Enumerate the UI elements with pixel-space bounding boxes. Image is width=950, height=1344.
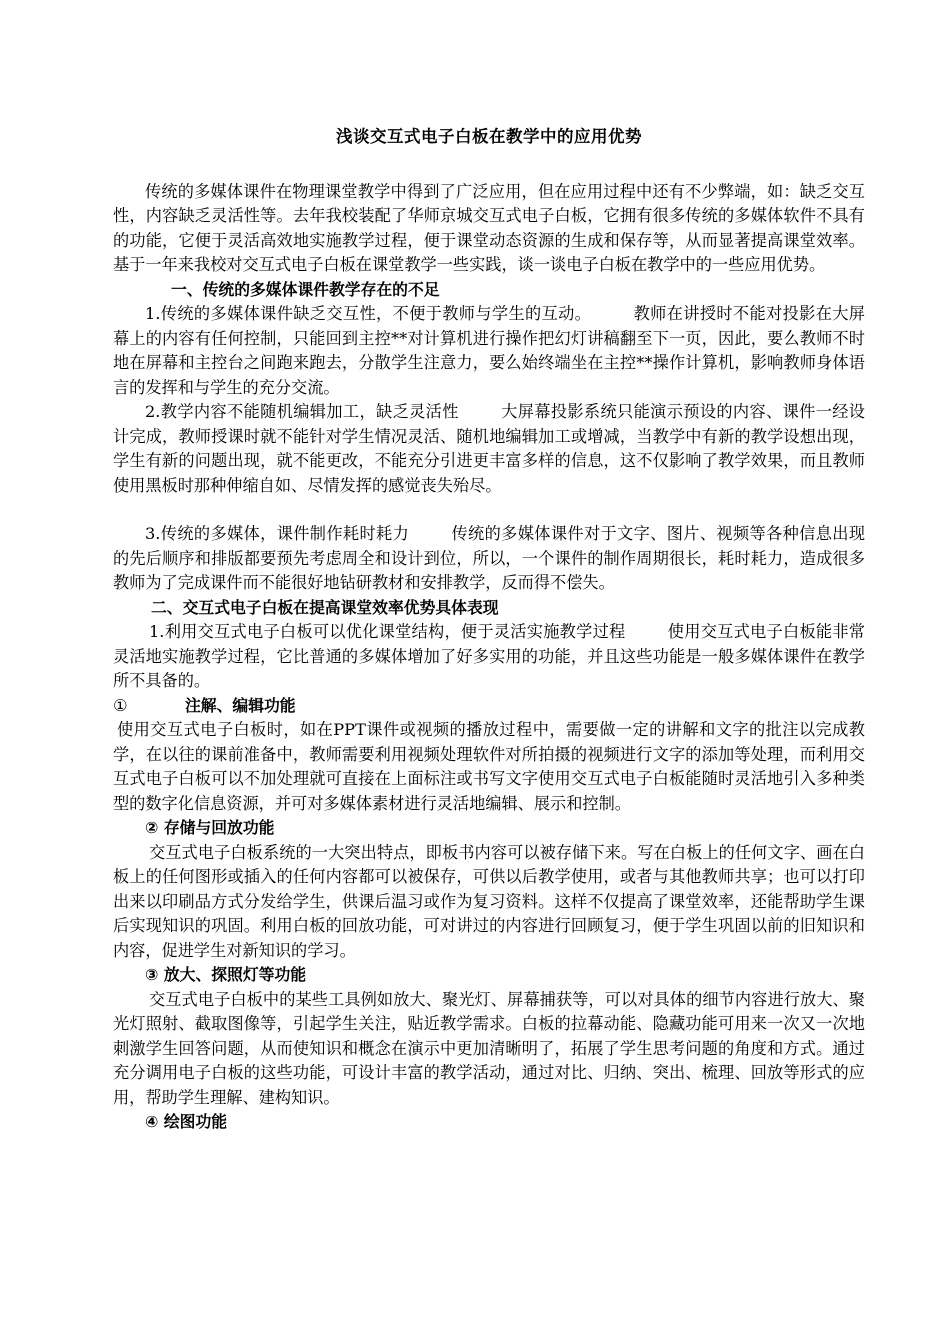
sub3-heading: ③ 放大、探照灯等功能 [145,965,307,984]
sub3-paragraph: 交互式电子白板中的某些工具例如放大、聚光灯、屏幕捕获等，可以对具体的细节内容进行放大、聚光灯照射、截取图像等，引起学生关注，贴近教学需求。白板的拉幕动能、隐藏功能可用来一次又一次地刺激学生回答问题，从而使知识和概念在演示中更加清晰明了，拓展了学生思考问题的角度和方式。通过充分调用电子白板的这些功能，可设计丰富的教学活动，通过对比、归纳、突出、梳理、回放等形式的应用，帮助学生理解、建构知识。 [113,989,865,1107]
intro-paragraph: 传统的多媒体课件在物理课堂教学中得到了广泛应用，但在应用过程中还有不少弊端，如：缺乏交互性，内容缺乏灵活性等。去年我校装配了华师京城交互式电子白板，它拥有很多传统的多媒体软件不具有的功能，它便于灵活高效地实施教学过程，便于课堂动态资源的生成和保存等，从而显著提高课堂效率。基于一年来我校对交互式电子白板在课堂教学一些实践，谈一谈电子白板在教学中的一些应用优势。 [113,181,865,274]
section2-item1-lead: 1.利用交互式电子白板可以优化课堂结构，便于灵活实施教学过程 [149,622,626,641]
section1-item3-text: 传统的多媒体课件对于文字、图片、视频等各种信息出现的先后顺序和排版都要预先考虑周全和设计到位，所以，一个课件的制作周期很长，耗时耗力，造成很多教师为了完成课件而不能很好地钻研教材和安排教学，反而得不偿失。 [113,524,866,592]
document-title: 浅谈交互式电子白板在教学中的应用优势 [336,127,642,146]
section1-item1 [113,302,865,400]
sub1-number: ① [113,695,128,715]
sub1-heading: 注解、编辑功能 [185,695,296,715]
document-page [113,118,865,1135]
section1-heading: 一、传统的多媒体课件教学存在的不足 [171,279,440,299]
blank-line [113,498,865,522]
section1-item1-text: 教师在讲授时不能对投影在大屏幕上的内容有任何控制，只能回到主控**对计算机进行操作把幻灯讲稿翻至下一页，因此，要么教师不时地在屏幕和主控台之间跑来跑去，分散学生注意力，要么始终端坐在主控**操作计算机，影响教师身体语言的发挥和与学生的充分交流。 [113,304,865,397]
sub1-paragraph: 使用交互式电子白板时，如在PPT课件或视频的播放过程中，需要做一定的讲解和文字的批注以完成教学，在以往的课前准备中，教师需要利用视频处理软件对所拍摄的视频进行文字的添加等处理，而利用交互式电子白板可以不加处理就可直接在上面标注或书写文字使用交互式电子白板能随时灵活地引入多种类型的数字化信息资源，并可对多媒体素材进行灵活地编辑、展示和控制。 [113,720,865,813]
sub4-heading: ④ 绘图功能 [145,1112,228,1131]
section1-item1-lead: 1.传统的多媒体课件缺乏交互性，不便于教师与学生的互动。 [145,304,592,323]
section1-item3 [113,522,865,596]
section2-item1-text: 使用交互式电子白板能非常灵活地实施教学过程，它比普通的多媒体增加了好多实用的功能，并且这些功能是一般多媒体课件在教学所不具备的。 [113,622,865,690]
section1-item3-lead: 3.传统的多媒体，课件制作耗时耗力 [145,524,410,543]
section2-heading: 二、交互式电子白板在提高课堂效率优势具体表现 [151,597,499,617]
section1-item2-lead: 2.教学内容不能随机编辑加工，缺乏灵活性 [145,402,459,421]
sub2-heading: ② 存储与回放功能 [145,818,275,837]
sub2-paragraph: 交互式电子白板系统的一大突出特点，即板书内容可以被存储下来。写在白板上的任何文字、画在白板上的任何图形或插入的任何内容都可以被保存，可供以后教学使用，或者与其他教师共享；也可以打印出来以印刷品方式分发给学生，供课后温习或作为复习资料。这样不仅提高了课堂效率，还能帮助学生课后实现知识的巩固。利用白板的回放功能，可对讲过的内容进行回顾复习，便于学生巩固以前的旧知识和内容，促进学生对新知识的学习。 [113,842,865,960]
section2-item1 [113,620,865,694]
section1-item2 [113,400,865,498]
sub1-heading-row [113,694,865,719]
section1-item2-text: 大屏幕投影系统只能演示预设的内容、课件一经设计完成，教师授课时就不能针对学生情况灵活、随机地编辑加工或增减，当教学中有新的教学设想出现，学生有新的问题出现，就不能更改，不能充分引进更丰富多样的信息，这不仅影响了教学效果，而且教师使用黑板时那种伸缩自如、尽情发挥的感觉丧失殆尽。 [113,402,865,495]
